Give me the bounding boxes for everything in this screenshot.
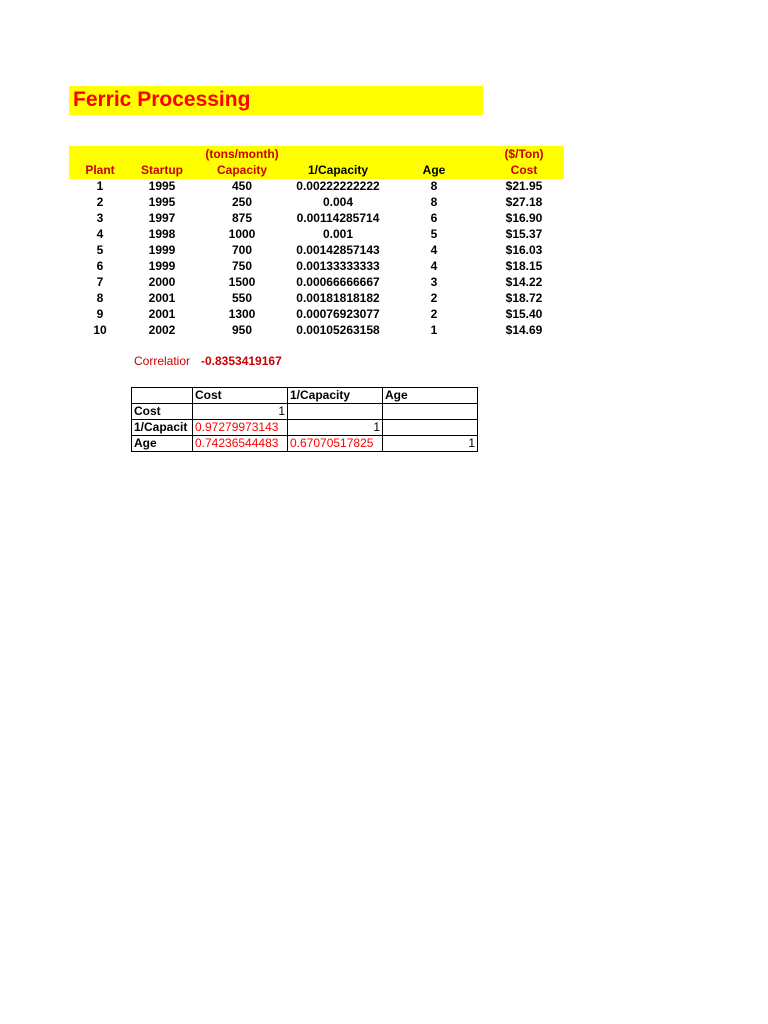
inverse-capacity-cell[interactable]: 0.00222222222 [296, 179, 380, 193]
startup-cell[interactable]: 2000 [148, 275, 176, 289]
matrix-cell[interactable]: 1 [383, 436, 478, 452]
capacity-cell[interactable]: 1500 [228, 275, 256, 289]
cost-cell[interactable]: $16.90 [505, 211, 543, 225]
inverse-capacity-cell[interactable]: 0.00076923077 [296, 307, 380, 321]
capacity-cell[interactable]: 1300 [228, 307, 256, 321]
inverse-capacity-cell[interactable]: 0.00142857143 [296, 243, 380, 257]
capacity-cell[interactable]: 700 [231, 243, 253, 257]
inverse-capacity-cell[interactable]: 0.00181818182 [296, 291, 380, 305]
startup-cell[interactable]: 2001 [148, 291, 176, 305]
capacity-cell[interactable]: 1000 [228, 227, 256, 241]
cost-cell[interactable]: $21.95 [505, 179, 543, 193]
capacity-cell[interactable]: 250 [231, 195, 253, 209]
plant-cell[interactable]: 10 [93, 323, 107, 337]
matrix-row-label[interactable]: Cost [132, 404, 193, 420]
correlation-label[interactable]: Correlatior [134, 354, 191, 368]
cost-cell[interactable]: $16.03 [505, 243, 543, 257]
correlation-matrix [131, 387, 478, 452]
plant-cell[interactable]: 6 [96, 259, 104, 273]
column-header-startup[interactable]: Startup [141, 163, 183, 177]
matrix-row-label[interactable]: Age [132, 436, 193, 452]
sheet-title: Ferric Processing [73, 88, 251, 111]
startup-cell[interactable]: 1997 [148, 211, 176, 225]
matrix-cell[interactable]: 0.97279973143 [193, 420, 288, 436]
capacity-cell[interactable]: 750 [231, 259, 253, 273]
plant-cell[interactable]: 2 [96, 195, 104, 209]
matrix-cell[interactable]: 0.74236544483 [193, 436, 288, 452]
cost-cell[interactable]: $15.37 [505, 227, 543, 241]
matrix-cell[interactable] [383, 404, 478, 420]
cost-cell[interactable]: $27.18 [505, 195, 543, 209]
startup-cell[interactable]: 1995 [148, 195, 176, 209]
inverse-capacity-cell[interactable]: 0.00066666667 [296, 275, 380, 289]
capacity-cell[interactable]: 950 [231, 323, 253, 337]
inverse-capacity-cell[interactable]: 0.004 [322, 195, 354, 209]
matrix-cell[interactable]: 0.67070517825 [288, 436, 383, 452]
inverse-capacity-cell[interactable]: 0.00114285714 [296, 211, 380, 225]
plant-cell[interactable]: 3 [96, 211, 104, 225]
matrix-header-cost[interactable]: Cost [193, 388, 288, 404]
capacity-cell[interactable]: 450 [231, 179, 253, 193]
plant-cell[interactable]: 5 [96, 243, 104, 257]
startup-cell[interactable]: 2002 [148, 323, 176, 337]
column-header-inverse-capacity[interactable]: 1/Capacity [307, 163, 369, 177]
matrix-row-age [132, 436, 478, 452]
age-cell[interactable]: 3 [430, 275, 438, 289]
matrix-row-label[interactable]: 1/Capacit [132, 420, 193, 436]
inverse-capacity-cell[interactable]: 0.00105263158 [296, 323, 380, 337]
title-banner [69, 86, 483, 115]
age-cell[interactable]: 2 [430, 307, 438, 321]
matrix-row-cost [132, 404, 478, 420]
matrix-cell[interactable]: 1 [288, 420, 383, 436]
cost-cell[interactable]: $14.69 [505, 323, 543, 337]
cost-cell[interactable]: $14.22 [505, 275, 543, 289]
column-header-capacity[interactable]: Capacity [216, 163, 268, 177]
correlation-value[interactable]: -0.8353419167 [201, 354, 282, 368]
age-cell[interactable]: 8 [430, 179, 438, 193]
plant-cell[interactable]: 1 [96, 179, 104, 193]
age-cell[interactable]: 4 [430, 243, 438, 257]
capacity-cell[interactable]: 875 [231, 211, 253, 225]
startup-cell[interactable]: 1999 [148, 243, 176, 257]
cost-cell[interactable]: $18.15 [505, 259, 543, 273]
matrix-cell[interactable]: 1 [193, 404, 288, 420]
cost-cell[interactable]: $15.40 [505, 307, 543, 321]
plant-cell[interactable]: 7 [96, 275, 104, 289]
capacity-unit-label: (tons/month) [205, 147, 279, 161]
matrix-cell[interactable] [288, 404, 383, 420]
age-cell[interactable]: 1 [430, 323, 438, 337]
startup-cell[interactable]: 1999 [148, 259, 176, 273]
age-cell[interactable]: 4 [430, 259, 438, 273]
startup-cell[interactable]: 1995 [148, 179, 176, 193]
age-cell[interactable]: 8 [430, 195, 438, 209]
column-header-cost[interactable]: Cost [510, 163, 538, 177]
cost-unit-label: ($/Ton) [504, 147, 544, 161]
plant-cell[interactable]: 9 [96, 307, 104, 321]
matrix-header-row [132, 388, 478, 404]
inverse-capacity-cell[interactable]: 0.001 [322, 227, 354, 241]
plant-cell[interactable]: 8 [96, 291, 104, 305]
age-cell[interactable]: 6 [430, 211, 438, 225]
matrix-header-inverse-capacity[interactable]: 1/Capacity [288, 388, 383, 404]
matrix-header-age[interactable]: Age [383, 388, 478, 404]
column-header-plant[interactable]: Plant [85, 163, 115, 177]
plant-cell[interactable]: 4 [96, 227, 104, 241]
startup-cell[interactable]: 2001 [148, 307, 176, 321]
age-cell[interactable]: 5 [430, 227, 438, 241]
column-header-age[interactable]: Age [422, 163, 446, 177]
capacity-cell[interactable]: 550 [231, 291, 253, 305]
age-cell[interactable]: 2 [430, 291, 438, 305]
startup-cell[interactable]: 1998 [148, 227, 176, 241]
matrix-corner-cell[interactable] [132, 388, 193, 404]
matrix-row-inverse-capacity [132, 420, 478, 436]
cost-cell[interactable]: $18.72 [505, 291, 543, 305]
inverse-capacity-cell[interactable]: 0.00133333333 [296, 259, 380, 273]
matrix-cell[interactable] [383, 420, 478, 436]
